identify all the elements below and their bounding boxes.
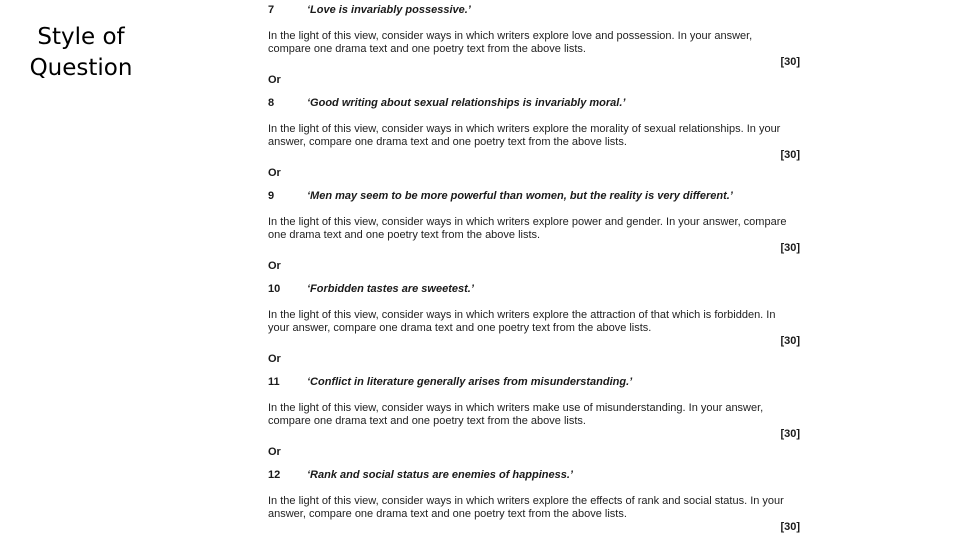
or-connector: Or	[268, 260, 281, 272]
question-header	[268, 469, 800, 483]
question-number: 7	[268, 4, 275, 16]
question-quote: ‘Conflict in literature generally arises from misunderstanding.’	[307, 376, 633, 388]
question-marks: [30]	[780, 428, 800, 440]
question-number: 12	[268, 469, 281, 481]
or-connector: Or	[268, 74, 281, 86]
or-connector: Or	[268, 353, 281, 365]
question-instructions: In the light of this view, consider ways in which writers explore power and gender. In your answer, compare one drama text and one poetry text from the above lists.	[268, 216, 787, 241]
question-header	[268, 283, 800, 297]
question-quote: ‘Forbidden tastes are sweetest.’	[307, 283, 474, 295]
question-number: 9	[268, 190, 275, 202]
question-instructions: In the light of this view, consider ways in which writers explore the effects of rank and social status. In your answer, compare one drama text and one poetry text from the above lists.	[268, 495, 784, 520]
question-marks: [30]	[780, 149, 800, 161]
or-connector: Or	[268, 446, 281, 458]
question-list	[268, 0, 800, 540]
question-header	[268, 97, 800, 111]
question-instructions: In the light of this view, consider ways in which writers make use of misunderstanding. In your answer, compare one drama text and one poetry text from the above lists.	[268, 402, 764, 427]
question-marks: [30]	[780, 335, 800, 347]
question-marks: [30]	[780, 521, 800, 533]
question-number: 10	[268, 283, 281, 295]
or-connector: Or	[268, 167, 281, 179]
question-header	[268, 190, 800, 204]
question-quote: ‘Love is invariably possessive.’	[307, 4, 471, 16]
question-header	[268, 376, 800, 390]
question-number: 11	[268, 376, 280, 388]
question-quote: ‘Rank and social status are enemies of happiness.’	[307, 469, 573, 481]
slide-title: Style of Question	[29, 24, 133, 81]
question-number: 8	[268, 97, 275, 109]
question-quote: ‘Good writing about sexual relationships is invariably moral.’	[307, 97, 626, 109]
question-instructions: In the light of this view, consider ways in which writers explore the attraction of that which is forbidden. In your answer, compare one drama text and one poetry text from the above lists.	[268, 309, 776, 334]
question-instructions: In the light of this view, consider ways in which writers explore the morality of sexual relationships. In your answer, compare one drama text and one poetry text from the above lists.	[268, 123, 781, 148]
question-marks: [30]	[780, 242, 800, 254]
question-quote: ‘Men may seem to be more powerful than women, but the reality is very different.’	[307, 190, 733, 202]
question-marks: [30]	[780, 56, 800, 68]
question-instructions: In the light of this view, consider ways in which writers explore love and possession. In your answer, compare one drama text and one poetry text from the above lists.	[268, 30, 753, 55]
question-header	[268, 4, 800, 18]
